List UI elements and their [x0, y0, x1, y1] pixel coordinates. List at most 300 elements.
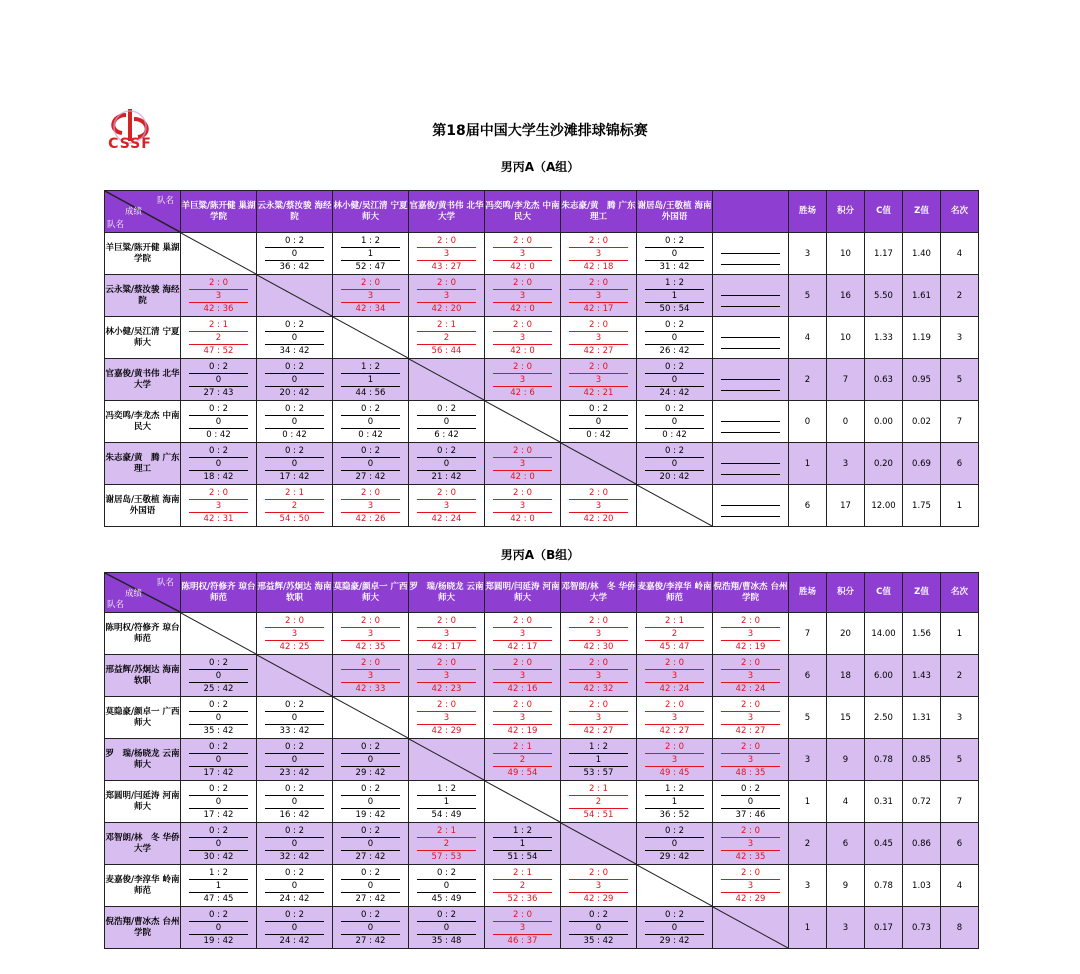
set-score: 0 : 2 [341, 783, 400, 796]
match-result [561, 277, 636, 315]
stat-value: 1.56 [903, 613, 941, 655]
table-row [105, 907, 979, 949]
diagonal-cell [409, 739, 485, 781]
stat-value: 18 [827, 655, 865, 697]
match-result [181, 699, 256, 737]
set-score: 0 : 2 [341, 909, 400, 922]
match-result [409, 487, 484, 525]
stat-value: 2 [941, 655, 979, 697]
set-score: 1 : 2 [341, 235, 400, 248]
point-score: 42 : 32 [583, 683, 614, 694]
empty-result-cell [713, 275, 789, 317]
set-score: 0 : 2 [265, 445, 324, 458]
match-result [181, 445, 256, 483]
match-points: 1 [417, 796, 476, 809]
stat-value: 7 [827, 359, 865, 401]
match-result-cell [409, 401, 485, 443]
stat-value: 0.20 [865, 443, 903, 485]
match-points: 2 [569, 796, 628, 809]
stat-value: 0.95 [903, 359, 941, 401]
match-result [181, 657, 256, 695]
point-score: 42 : 0 [510, 303, 535, 314]
match-result [333, 867, 408, 905]
match-result-cell [181, 907, 257, 949]
match-points: 2 [265, 500, 324, 513]
match-result-cell [561, 359, 637, 401]
point-score: 33 : 42 [279, 725, 310, 736]
point-score: 42 : 35 [735, 851, 766, 862]
match-points: 0 [569, 416, 628, 429]
set-score: 2 : 0 [493, 699, 552, 712]
match-result-cell [257, 697, 333, 739]
match-points: 0 [189, 416, 248, 429]
match-points: 0 [265, 712, 324, 725]
row-team-name: 莫隐豪/颜卓一 广西师大 [105, 697, 181, 739]
table-row [105, 317, 979, 359]
match-result-cell [485, 697, 561, 739]
stat-value: 10 [827, 317, 865, 359]
point-score: 27 : 42 [355, 893, 386, 904]
stat-value: 4 [941, 233, 979, 275]
match-result-cell [333, 739, 409, 781]
set-score: 0 : 2 [417, 909, 476, 922]
match-result-cell [637, 655, 713, 697]
table-row [105, 233, 979, 275]
stat-value: 16 [827, 275, 865, 317]
match-points: 0 [265, 880, 324, 893]
stat-header: 胜场 [789, 573, 827, 613]
set-score: 0 : 2 [341, 403, 400, 416]
match-result-cell [485, 485, 561, 527]
match-result [637, 445, 712, 483]
diagonal-cell [637, 485, 713, 527]
point-score: 29 : 42 [659, 935, 690, 946]
match-points: 0 [645, 838, 704, 851]
stat-header: C值 [865, 573, 903, 613]
match-result [485, 615, 560, 653]
corner-header [105, 191, 181, 233]
set-score: 2 : 0 [721, 741, 780, 754]
match-result [181, 783, 256, 821]
match-result [637, 909, 712, 947]
table-row [105, 359, 979, 401]
stat-value: 2 [941, 275, 979, 317]
match-result [637, 361, 712, 399]
point-score: 16 : 42 [279, 809, 310, 820]
set-score: 1 : 2 [341, 361, 400, 374]
match-result-cell [333, 275, 409, 317]
match-result-cell [257, 781, 333, 823]
match-points: 0 [189, 374, 248, 387]
match-points: 3 [569, 332, 628, 345]
empty-result-cell [713, 233, 789, 275]
diagonal-cell [257, 275, 333, 317]
match-points: 0 [265, 754, 324, 767]
set-score: 2 : 0 [493, 657, 552, 670]
empty-result-cell [713, 443, 789, 485]
match-result [181, 361, 256, 399]
point-score: 42 : 20 [431, 303, 462, 314]
match-result [409, 235, 484, 273]
match-result-cell [637, 401, 713, 443]
match-result-cell [485, 655, 561, 697]
diagonal-cell [333, 317, 409, 359]
point-score: 35 : 48 [431, 935, 462, 946]
diagonal-cell [713, 907, 789, 949]
match-result-cell [637, 317, 713, 359]
match-points: 3 [721, 670, 780, 683]
set-score: 2 : 0 [417, 657, 476, 670]
point-score: 42 : 26 [355, 513, 386, 524]
set-score: 0 : 2 [189, 699, 248, 712]
point-score: 6 : 42 [434, 429, 459, 440]
match-points: 0 [645, 374, 704, 387]
set-score: 1 : 2 [417, 783, 476, 796]
match-result [713, 699, 788, 737]
stat-value: 0.85 [903, 739, 941, 781]
set-score: 2 : 0 [417, 487, 476, 500]
match-points: 3 [417, 248, 476, 261]
set-score: 0 : 2 [417, 445, 476, 458]
stat-value: 3 [827, 443, 865, 485]
stat-value: 7 [941, 781, 979, 823]
row-team-name: 朱志豪/黄 腾 广东理工 [105, 443, 181, 485]
set-score: 2 : 0 [569, 277, 628, 290]
match-result [257, 487, 332, 525]
match-result [561, 741, 636, 779]
stat-value: 3 [941, 317, 979, 359]
match-result [333, 277, 408, 315]
point-score: 43 : 27 [431, 261, 462, 272]
match-result [561, 319, 636, 357]
set-score: 0 : 2 [189, 909, 248, 922]
match-result-cell [561, 275, 637, 317]
match-points: 0 [417, 458, 476, 471]
stat-value: 0 [827, 401, 865, 443]
table-row [105, 823, 979, 865]
empty-result-cell [713, 485, 789, 527]
match-points: 0 [341, 922, 400, 935]
match-result [637, 615, 712, 653]
stat-value: 5 [789, 697, 827, 739]
match-points: 1 [189, 880, 248, 893]
match-result-cell [257, 401, 333, 443]
set-score: 0 : 2 [645, 445, 704, 458]
stat-value: 1 [941, 613, 979, 655]
match-points: 0 [189, 922, 248, 935]
point-score: 36 : 52 [659, 809, 690, 820]
stat-value: 0.69 [903, 443, 941, 485]
match-result-cell [409, 443, 485, 485]
point-score: 42 : 21 [583, 387, 614, 398]
row-team-name: 林小健/吴江清 宁夏师大 [105, 317, 181, 359]
table-row [105, 613, 979, 655]
match-result [181, 825, 256, 863]
stat-value: 6 [941, 443, 979, 485]
set-score: 2 : 0 [417, 277, 476, 290]
set-score: 2 : 0 [645, 657, 704, 670]
match-result-cell [257, 823, 333, 865]
stat-value: 1.40 [903, 233, 941, 275]
point-score: 19 : 42 [355, 809, 386, 820]
point-score: 42 : 29 [431, 725, 462, 736]
set-score: 0 : 2 [645, 235, 704, 248]
match-result-cell [637, 907, 713, 949]
set-score: 0 : 2 [645, 825, 704, 838]
match-points: 3 [569, 880, 628, 893]
stat-header: Z值 [903, 573, 941, 613]
match-points: 0 [341, 754, 400, 767]
match-result [257, 615, 332, 653]
point-score: 42 : 34 [355, 303, 386, 314]
match-result [257, 741, 332, 779]
match-result-cell [409, 781, 485, 823]
match-points: 3 [569, 670, 628, 683]
set-score: 2 : 1 [569, 783, 628, 796]
diagonal-cell [333, 697, 409, 739]
set-score: 2 : 0 [721, 825, 780, 838]
match-points: 3 [645, 712, 704, 725]
set-score: 0 : 2 [265, 783, 324, 796]
point-score: 42 : 27 [659, 725, 690, 736]
match-result [561, 615, 636, 653]
point-score: 23 : 42 [279, 767, 310, 778]
column-team-header: 倪浩翔/曹冰杰 台州学院 [713, 573, 789, 613]
match-result [181, 403, 256, 441]
row-team-name: 罗 瑞/杨晓龙 云南师大 [105, 739, 181, 781]
point-score: 0 : 42 [282, 429, 307, 440]
table-row [105, 865, 979, 907]
set-score: 0 : 2 [189, 657, 248, 670]
match-points: 3 [569, 290, 628, 303]
match-points: 0 [341, 880, 400, 893]
row-team-name: 云永粱/蔡汝骏 海经院 [105, 275, 181, 317]
match-result-cell [409, 275, 485, 317]
set-score: 2 : 0 [493, 277, 552, 290]
set-score: 2 : 0 [569, 235, 628, 248]
set-score: 2 : 0 [341, 277, 400, 290]
match-points: 0 [341, 796, 400, 809]
match-points: 3 [721, 712, 780, 725]
match-points: 0 [645, 332, 704, 345]
match-points: 3 [493, 332, 552, 345]
point-score: 0 : 42 [206, 429, 231, 440]
match-result [257, 699, 332, 737]
point-score: 42 : 33 [355, 683, 386, 694]
match-result [713, 867, 788, 905]
column-team-header: 朱志豪/黄 腾 广东理工 [561, 191, 637, 233]
match-result [333, 615, 408, 653]
set-score: 0 : 2 [189, 403, 248, 416]
match-result-cell [257, 865, 333, 907]
set-score: 2 : 0 [569, 319, 628, 332]
match-result [409, 699, 484, 737]
match-result [485, 235, 560, 273]
set-score: 2 : 0 [493, 487, 552, 500]
table-row [105, 739, 979, 781]
point-score: 56 : 44 [431, 345, 462, 356]
logo-text: CSSF [108, 136, 152, 152]
row-team-name: 官嘉俊/黄书伟 北华大学 [105, 359, 181, 401]
corner-header [105, 573, 181, 613]
match-result-cell [409, 485, 485, 527]
match-result-cell [485, 275, 561, 317]
match-result-cell [333, 781, 409, 823]
point-score: 48 : 35 [735, 767, 766, 778]
empty-result-cell [713, 317, 789, 359]
corner-mid-label: 成绩 [125, 589, 143, 599]
match-result [713, 825, 788, 863]
match-result [637, 825, 712, 863]
match-result-cell [181, 443, 257, 485]
point-score: 24 : 42 [279, 935, 310, 946]
match-result-cell [333, 613, 409, 655]
column-team-header: 云永粱/蔡汝骏 海经院 [257, 191, 333, 233]
stat-value: 0 [789, 401, 827, 443]
point-score: 42 : 31 [203, 513, 234, 524]
set-score: 0 : 2 [721, 783, 780, 796]
point-score: 42 : 29 [735, 893, 766, 904]
match-result-cell [713, 865, 789, 907]
point-score: 0 : 42 [662, 429, 687, 440]
match-points: 3 [417, 670, 476, 683]
set-score: 0 : 2 [265, 699, 324, 712]
point-score: 42 : 29 [583, 893, 614, 904]
column-team-header: 羊巨粱/陈开健 巢湖学院 [181, 191, 257, 233]
stat-value: 0.78 [865, 865, 903, 907]
match-result-cell [485, 865, 561, 907]
match-points: 2 [493, 880, 552, 893]
point-score: 54 : 50 [279, 513, 310, 524]
match-result-cell [485, 317, 561, 359]
stat-value: 0.45 [865, 823, 903, 865]
match-result [409, 909, 484, 947]
stat-value: 1 [789, 907, 827, 949]
point-score: 19 : 42 [203, 935, 234, 946]
group-a-title: 男丙A（A组） [500, 160, 580, 174]
match-result-cell [485, 613, 561, 655]
stat-header: 胜场 [789, 191, 827, 233]
stat-value: 0.72 [903, 781, 941, 823]
point-score: 42 : 24 [659, 683, 690, 694]
match-result-cell [257, 613, 333, 655]
table-row [105, 443, 979, 485]
stat-value: 1.75 [903, 485, 941, 527]
match-result [409, 277, 484, 315]
match-result [257, 403, 332, 441]
point-score: 42 : 19 [507, 725, 538, 736]
match-result-cell [637, 443, 713, 485]
match-result-cell [333, 359, 409, 401]
stat-value: 0.00 [865, 401, 903, 443]
match-points: 1 [645, 796, 704, 809]
set-score: 2 : 0 [569, 657, 628, 670]
match-result-cell [181, 655, 257, 697]
match-result-cell [637, 823, 713, 865]
match-points: 0 [265, 416, 324, 429]
set-score: 2 : 0 [189, 277, 248, 290]
point-score: 42 : 17 [583, 303, 614, 314]
match-result [485, 825, 560, 863]
column-team-header: 麦嘉俊/李淳华 岭南师范 [637, 573, 713, 613]
match-result [333, 909, 408, 947]
match-points: 3 [265, 628, 324, 641]
match-result-cell [713, 655, 789, 697]
match-points: 3 [493, 670, 552, 683]
match-result-cell [637, 739, 713, 781]
match-result-cell [713, 739, 789, 781]
table-row [105, 275, 979, 317]
match-points: 3 [493, 248, 552, 261]
set-score: 2 : 0 [645, 699, 704, 712]
point-score: 42 : 0 [510, 261, 535, 272]
match-result-cell [333, 655, 409, 697]
match-result-cell [713, 823, 789, 865]
point-score: 42 : 19 [735, 641, 766, 652]
stat-value: 20 [827, 613, 865, 655]
point-score: 37 : 46 [735, 809, 766, 820]
match-result [409, 403, 484, 441]
stat-header: Z值 [903, 191, 941, 233]
column-team-header: 郑圆明/闫延涛 河南师大 [485, 573, 561, 613]
match-result-cell [257, 359, 333, 401]
stat-value: 9 [827, 865, 865, 907]
set-score: 0 : 2 [417, 403, 476, 416]
point-score: 0 : 42 [358, 429, 383, 440]
match-points: 3 [569, 248, 628, 261]
set-score: 2 : 1 [417, 825, 476, 838]
match-result-cell [561, 907, 637, 949]
set-score: 2 : 0 [569, 361, 628, 374]
point-score: 51 : 54 [507, 851, 538, 862]
match-result [485, 741, 560, 779]
match-points: 3 [493, 922, 552, 935]
set-score: 0 : 2 [341, 825, 400, 838]
stat-value: 7 [941, 401, 979, 443]
point-score: 42 : 20 [583, 513, 614, 524]
match-result [485, 909, 560, 947]
match-result [485, 361, 560, 399]
diagonal-cell [561, 443, 637, 485]
stat-value: 5 [941, 739, 979, 781]
match-result-cell [713, 613, 789, 655]
match-points: 3 [493, 374, 552, 387]
point-score: 36 : 42 [279, 261, 310, 272]
diagonal-cell [181, 613, 257, 655]
match-points: 2 [645, 628, 704, 641]
match-points: 3 [417, 628, 476, 641]
column-team-header: 罗 瑞/杨晓龙 云南师大 [409, 573, 485, 613]
point-score: 27 : 42 [355, 471, 386, 482]
match-result-cell [181, 275, 257, 317]
point-score: 42 : 27 [583, 725, 614, 736]
match-result [561, 783, 636, 821]
row-team-name: 陈明权/符修齐 琼台师范 [105, 613, 181, 655]
match-points: 1 [569, 754, 628, 767]
match-result [333, 741, 408, 779]
point-score: 24 : 42 [279, 893, 310, 904]
stat-value: 0.17 [865, 907, 903, 949]
column-team-header: 林小健/吴江清 宁夏师大 [333, 191, 409, 233]
match-result-cell [409, 823, 485, 865]
match-result [257, 361, 332, 399]
column-team-header: 冯奕鸣/李龙杰 中南民大 [485, 191, 561, 233]
match-result [561, 657, 636, 695]
match-result [333, 487, 408, 525]
match-result [333, 361, 408, 399]
match-result [409, 783, 484, 821]
match-result-cell [409, 865, 485, 907]
